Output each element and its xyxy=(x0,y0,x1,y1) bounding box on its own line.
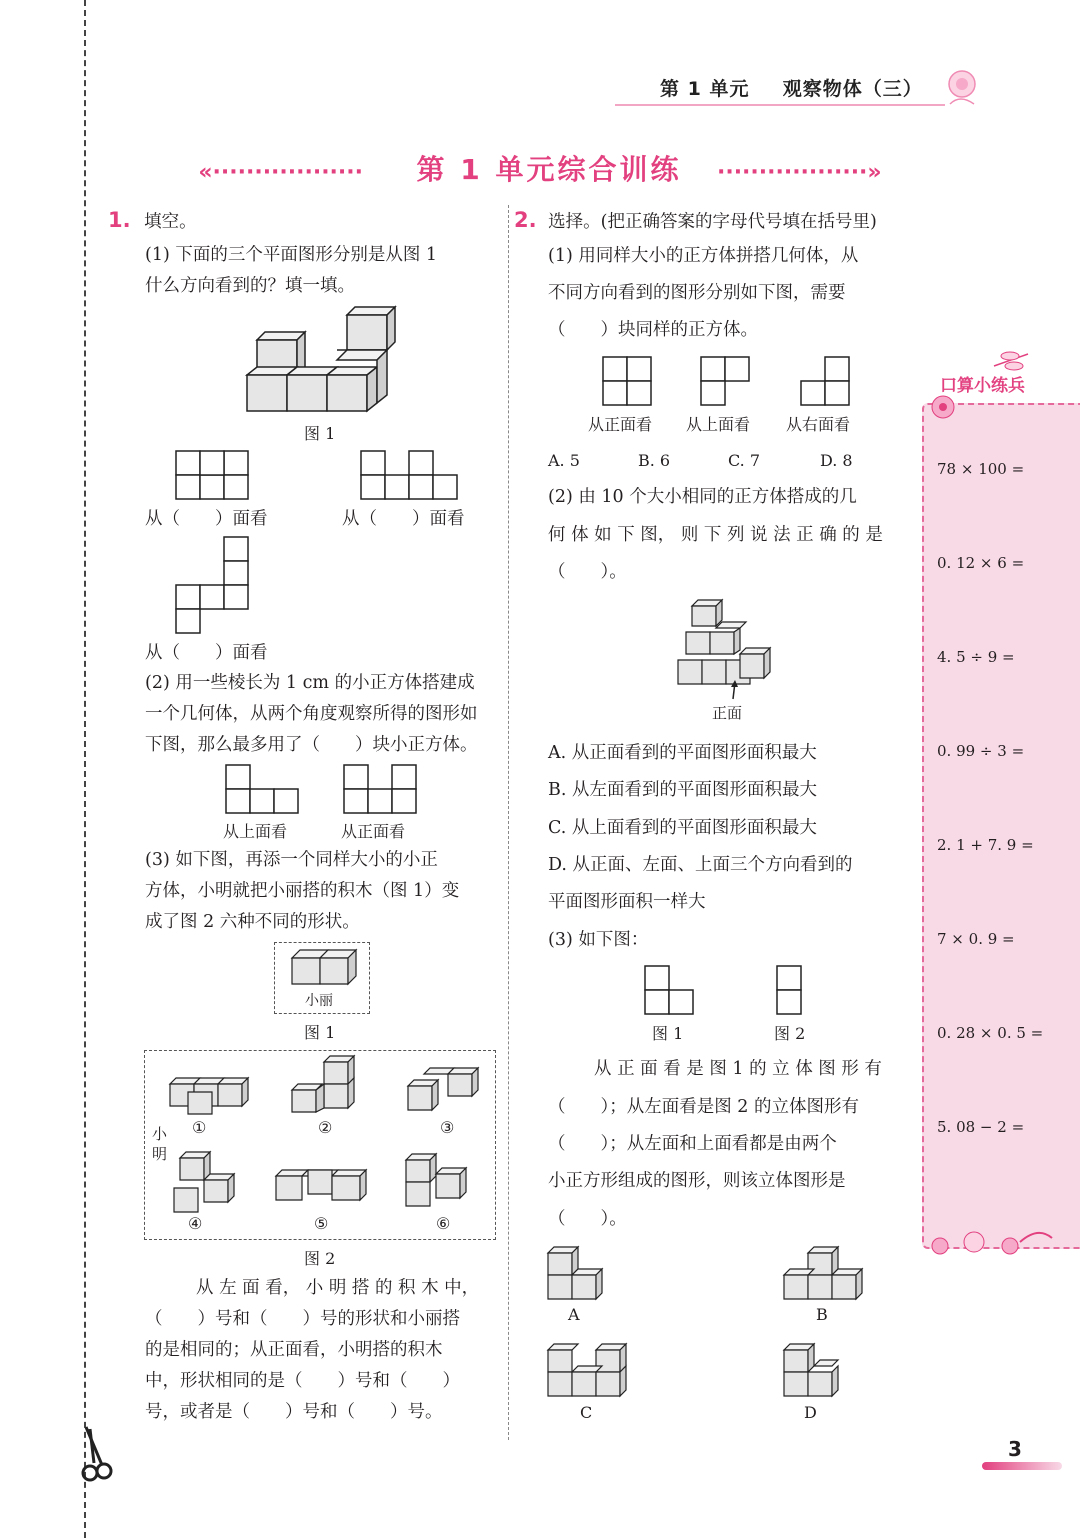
label-top-view: 从上面看 xyxy=(223,822,288,841)
q2-label-right: 从右面看 xyxy=(786,415,851,434)
q2-label-top: 从上面看 xyxy=(686,415,751,434)
choice-c-cubes xyxy=(546,1342,630,1398)
shape4-cubes xyxy=(172,1148,238,1214)
shape-num-6: ⑥ xyxy=(436,1214,451,1233)
figure1-cubes xyxy=(245,305,395,415)
view-grid-b xyxy=(360,450,460,500)
sidebar-decoration-icon xyxy=(928,1222,1058,1258)
title-right-arrow: ··················» xyxy=(716,160,882,185)
scissors-icon xyxy=(78,1425,118,1483)
q1-part3-line2: 方体，小明就把小丽搭的积木（图 1）变 xyxy=(145,881,460,901)
unit-topic: 观察物体（三） xyxy=(782,78,923,100)
q2-part2-line3: （ ）。 xyxy=(548,562,627,582)
choice-d-cubes xyxy=(782,1342,842,1398)
shape-num-5: ⑤ xyxy=(314,1214,329,1233)
q2-part2-line2: 何 体 如 下 图， 则 下 列 说 法 正 确 的 是 xyxy=(548,525,883,545)
q1-heading xyxy=(108,205,197,238)
label-front-view: 从正面看 xyxy=(341,822,406,841)
page-title xyxy=(0,148,1080,188)
q2-opt-b: B. 6 xyxy=(638,451,671,470)
q2-number: 2. xyxy=(514,208,537,232)
q2-opt-c: C. 7 xyxy=(728,451,761,470)
q2-option-d-line2: 平面图形面积一样大 xyxy=(548,892,706,912)
shape-num-1: ① xyxy=(192,1118,207,1137)
q1-part3-line1: (3) 如下图，再添一个同样大小的小正 xyxy=(145,850,438,870)
choice-b-cubes xyxy=(782,1245,864,1301)
mental-math-item-8: 5. 08 − 2 = xyxy=(937,1118,1025,1136)
shape5-cubes xyxy=(274,1162,368,1206)
q1-answer-line5: 号，或者是（ ）号和（ ）号。 xyxy=(145,1402,443,1422)
q2-fig1-grid xyxy=(644,965,696,1015)
q2-part1-line2: 不同方向看到的图形分别如下图，需要 xyxy=(548,283,846,303)
view-grid-c xyxy=(175,536,251,636)
q2-prompt: 选择。(把正确答案的字母代号填在括号里) xyxy=(548,212,877,232)
xiaoming-label: 小明 xyxy=(152,1125,168,1163)
figure1b-caption: 图 1 xyxy=(304,1023,336,1042)
q1-from-b: 从（ ）面看 xyxy=(342,509,465,529)
title-left-arrow: «·················· xyxy=(198,160,363,185)
q1-number: 1. xyxy=(108,208,131,232)
sidebar-title: 口算小练兵 xyxy=(940,376,1025,396)
mental-math-item-4: 0. 99 ÷ 3 = xyxy=(937,742,1025,760)
q2-opt-a: A. 5 xyxy=(548,451,580,470)
q2-pyramid-cubes xyxy=(676,598,776,690)
q1-part3-line3: 成了图 2 六种不同的形状。 xyxy=(145,912,360,932)
dragonfly-icon xyxy=(990,348,1032,372)
q2-part3-text3: （ ）；从左面和上面看都是由两个 xyxy=(548,1134,837,1154)
header-underline xyxy=(615,104,945,106)
q2-part1-line3: （ ）块同样的正方体。 xyxy=(548,320,758,340)
q2-fig1-caption: 图 1 xyxy=(652,1024,684,1043)
unit-label: 第 1 单元 xyxy=(660,78,750,100)
page-number: 3 xyxy=(1008,1437,1022,1461)
q2-right-grid xyxy=(800,356,852,406)
q2-fig2-caption: 图 2 xyxy=(774,1024,806,1043)
mental-math-item-6: 7 × 0. 9 = xyxy=(937,930,1015,948)
shape6-cubes xyxy=(404,1150,474,1210)
q2-part2-line1: (2) 由 10 个大小相同的正方体搭成的几 xyxy=(548,487,857,507)
q2-option-a: A. 从正面看到的平面图形面积最大 xyxy=(548,743,817,763)
title-text: 第 1 单元综合训练 xyxy=(416,153,682,186)
q2-part3-text4: 小正方形组成的图形，则该立体图形是 xyxy=(548,1171,846,1191)
q1-answer-line1: 从 左 面 看， 小 明 搭 的 积 木 中， xyxy=(196,1278,480,1298)
mental-math-item-3: 4. 5 ÷ 9 = xyxy=(937,648,1015,666)
shape3-cubes xyxy=(406,1064,482,1114)
choice-b-label: B xyxy=(816,1305,828,1324)
xiaoli-label: 小丽 xyxy=(305,993,333,1009)
top-view-grid xyxy=(225,764,301,814)
q1-part2-line3: 下图，那么最多用了（ ）块小正方体。 xyxy=(145,735,478,755)
view-grid-a xyxy=(175,450,251,500)
xiaoli-cubes xyxy=(290,946,356,986)
shape-num-4: ④ xyxy=(188,1214,203,1233)
q1-answer-line4: 中，形状相同的是（ ）号和（ ） xyxy=(145,1371,460,1391)
q2-label-front: 从正面看 xyxy=(588,415,653,434)
mental-math-item-1: 78 × 100 = xyxy=(937,460,1025,478)
flower-icon xyxy=(940,64,984,110)
choice-c-label: C xyxy=(580,1403,593,1422)
shape-num-3: ③ xyxy=(440,1118,455,1137)
figure2-caption: 图 2 xyxy=(304,1249,336,1268)
q1-answer-line2: （ ）号和（ ）号的形状和小丽搭 xyxy=(145,1309,460,1329)
q2-part3-text1: 从 正 面 看 是 图 1 的 立 体 图 形 有 xyxy=(594,1059,882,1079)
q2-fig2-grid xyxy=(776,965,804,1015)
q2-front-label: 正面 xyxy=(712,704,743,722)
choice-d-label: D xyxy=(804,1403,817,1422)
choice-a-cubes xyxy=(546,1245,606,1301)
q2-top-grid xyxy=(700,356,752,406)
mental-math-item-2: 0. 12 × 6 = xyxy=(937,554,1025,572)
cut-line xyxy=(84,0,86,1538)
q1-answer-line3: 的是相同的；从正面看，小明搭的积木 xyxy=(145,1340,443,1360)
q2-part3-text5: （ ）。 xyxy=(548,1209,627,1229)
q2-front-grid xyxy=(602,356,654,406)
q2-option-c: C. 从上面看到的平面图形面积最大 xyxy=(548,818,817,838)
choice-a-label: A xyxy=(568,1305,580,1324)
q2-opt-d: D. 8 xyxy=(820,451,853,470)
sidebar-flower-icon xyxy=(926,392,960,422)
page-number-bar xyxy=(982,1462,1062,1470)
shape1-cubes xyxy=(168,1072,250,1116)
q2-part3-text2: （ ）；从左面看是图 2 的立体图形有 xyxy=(548,1097,860,1117)
q2-option-b: B. 从左面看到的平面图形面积最大 xyxy=(548,780,817,800)
q1-part2-line2: 一个几何体，从两个角度观察所得的图形如 xyxy=(145,704,478,724)
shape-num-2: ② xyxy=(318,1118,333,1137)
q1-from-a: 从（ ）面看 xyxy=(145,509,268,529)
front-arrow-icon xyxy=(726,680,740,700)
mental-math-item-5: 2. 1 + 7. 9 = xyxy=(937,836,1034,854)
q2-heading xyxy=(514,205,877,238)
q2-part1-line1: (1) 用同样大小的正方体拼搭几何体，从 xyxy=(548,246,859,266)
q2-part3-line1: (3) 如下图： xyxy=(548,930,649,950)
q1-from-c: 从（ ）面看 xyxy=(145,643,268,663)
q1-prompt: 填空。 xyxy=(144,212,197,232)
q2-option-d-line1: D. 从正面、左面、上面三个方向看到的 xyxy=(548,855,853,875)
shape2-cubes xyxy=(290,1052,360,1114)
unit-header xyxy=(660,74,923,101)
column-divider xyxy=(508,205,509,1440)
q1-part2-line1: (2) 用一些棱长为 1 cm 的小正方体搭建成 xyxy=(145,673,475,693)
q1-part1-line2: 什么方向看到的？填一填。 xyxy=(145,276,355,296)
q1-part1-line1: (1) 下面的三个平面图形分别是从图 1 xyxy=(145,245,438,265)
figure1-caption: 图 1 xyxy=(304,424,336,443)
mental-math-item-7: 0. 28 × 0. 5 = xyxy=(937,1024,1044,1042)
front-view-grid xyxy=(343,764,419,814)
